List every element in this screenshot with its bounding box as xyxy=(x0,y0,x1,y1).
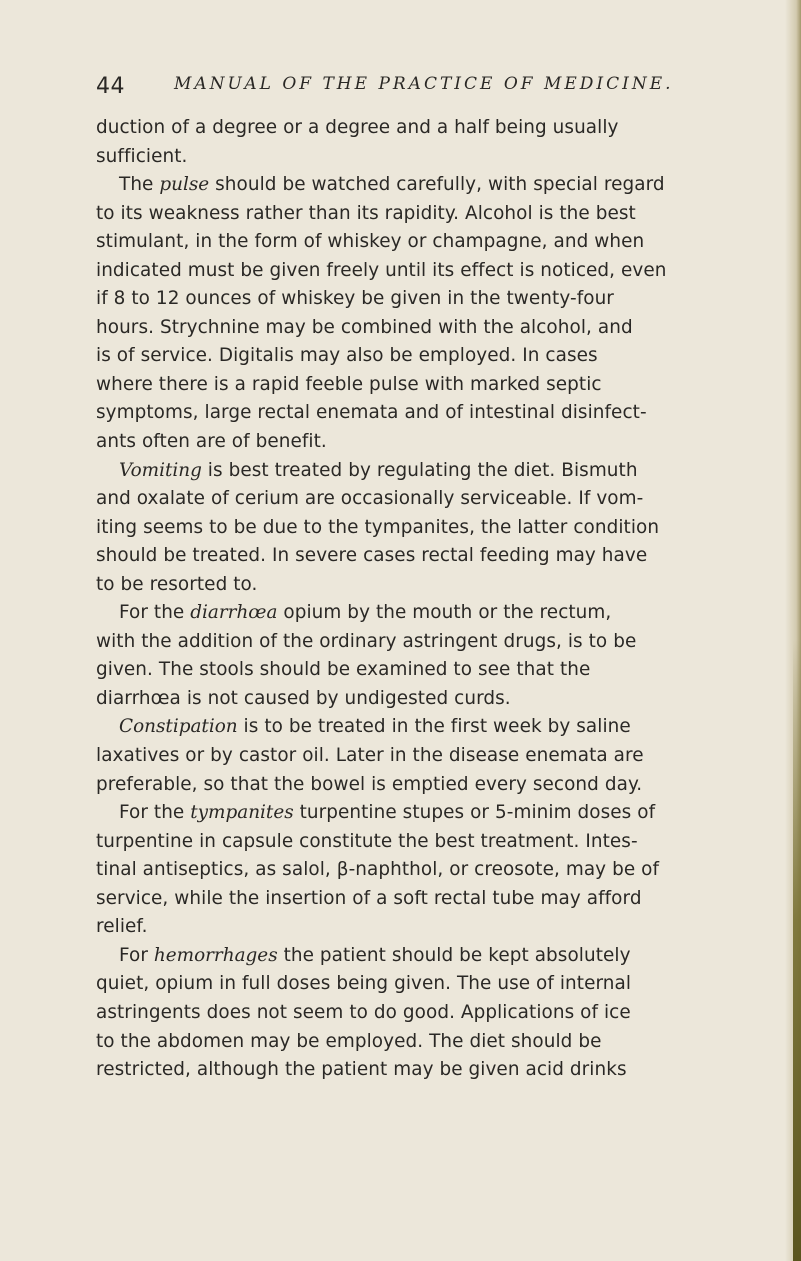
text-line xyxy=(96,457,746,486)
text-segment: duction of a degree or a degree and a half being usually xyxy=(96,117,619,138)
text-segment: The xyxy=(119,174,160,196)
emphasized-term: pulse xyxy=(159,174,210,196)
text-line xyxy=(96,656,746,685)
text-line xyxy=(96,171,746,200)
text-segment: laxatives or by castor oil. Later in the disease enemata are xyxy=(96,745,644,767)
text-line xyxy=(96,628,746,657)
text-line xyxy=(96,913,746,942)
text-segment: astringents does not seem to do good. Applications of ice xyxy=(96,1001,631,1023)
text-segment: and oxalate of cerium are occasionally serviceable. If vom- xyxy=(96,488,644,510)
text-segment: given. The stools should be examined to see that the xyxy=(96,659,591,681)
text-segment: sufficient. xyxy=(96,145,188,167)
page-header xyxy=(96,74,736,104)
text-segment: quiet, opium in full doses being given. The use of internal xyxy=(96,973,632,995)
text-segment: to the abdomen may be employed. The diet should be xyxy=(96,1030,602,1052)
text-segment: where there is a rapid feeble pulse with marked septic xyxy=(96,373,602,395)
text-line xyxy=(96,942,746,971)
text-segment: For the xyxy=(119,802,191,824)
text-line xyxy=(96,856,746,885)
text-line xyxy=(96,285,746,314)
text-segment: the patient should be kept absolutely xyxy=(277,944,631,966)
text-line xyxy=(96,514,746,543)
text-segment: For xyxy=(119,944,154,966)
text-line xyxy=(96,314,746,343)
text-line xyxy=(96,771,746,800)
text-line xyxy=(96,257,746,286)
text-segment: opium by the mouth or the rectum, xyxy=(277,602,612,624)
text-segment: preferable, so that the bowel is emptied every second day. xyxy=(96,773,643,795)
text-segment: indicated must be given freely until its effect is noticed, even xyxy=(96,259,667,281)
text-segment: tinal antiseptics, as salol, β-naphthol, or creosote, may be of xyxy=(96,859,660,881)
text-segment: should be treated. In severe cases rectal feeding may have xyxy=(96,545,648,567)
text-segment: is of service. Digitalis may also be employed. In cases xyxy=(96,345,598,367)
text-line xyxy=(96,114,746,143)
text-segment: For the xyxy=(119,602,191,624)
text-segment: turpentine stupes or 5-minim doses of xyxy=(293,802,656,824)
text-segment: service, while the insertion of a soft rectal tube may afford xyxy=(96,887,642,909)
text-line xyxy=(96,342,746,371)
text-segment: stimulant, in the form of whiskey or champagne, and when xyxy=(96,231,645,253)
page-number: 44 xyxy=(96,74,125,99)
text-line xyxy=(96,228,746,257)
text-segment: relief. xyxy=(96,916,148,938)
text-segment: restricted, although the patient may be given acid drinks xyxy=(96,1059,627,1081)
text-line xyxy=(96,828,746,857)
emphasized-term: diarrhœa xyxy=(190,602,278,624)
emphasized-term: tympanites xyxy=(190,802,294,824)
text-segment: is best treated by regulating the diet. Bismuth xyxy=(201,459,638,481)
text-line xyxy=(96,371,746,400)
text-line xyxy=(96,399,746,428)
text-line xyxy=(96,542,746,571)
text-segment: should be watched carefully, with special regard xyxy=(209,174,665,196)
text-line xyxy=(96,685,746,714)
text-segment: iting seems to be due to the tympanites, the latter condition xyxy=(96,516,660,538)
emphasized-term: Vomiting xyxy=(119,459,202,481)
text-line xyxy=(96,713,746,742)
text-line xyxy=(96,428,746,457)
text-line xyxy=(96,1028,746,1057)
text-segment: to its weakness rather than its rapidity. Alcohol is the best xyxy=(96,202,636,224)
body-text xyxy=(96,114,746,1085)
text-line xyxy=(96,571,746,600)
text-line xyxy=(96,143,746,172)
text-segment: diarrhœa is not caused by undigested curds. xyxy=(96,687,511,709)
running-title: MANUAL OF THE PRACTICE OF MEDICINE. xyxy=(174,74,674,94)
text-segment: is to be treated in the first week by saline xyxy=(237,716,631,738)
emphasized-term: hemorrhages xyxy=(153,944,278,966)
text-segment: hours. Strychnine may be combined with the alcohol, and xyxy=(96,316,633,338)
text-line xyxy=(96,599,746,628)
text-segment: ants often are of benefit. xyxy=(96,431,327,453)
text-segment: symptoms, large rectal enemata and of intestinal disinfect- xyxy=(96,402,647,424)
text-segment: turpentine in capsule constitute the best treatment. Intes- xyxy=(96,830,638,852)
text-line xyxy=(96,799,746,828)
text-line xyxy=(96,885,746,914)
text-segment: to be resorted to. xyxy=(96,573,258,595)
text-line xyxy=(96,1056,746,1085)
text-line xyxy=(96,999,746,1028)
text-line xyxy=(96,200,746,229)
text-line xyxy=(96,742,746,771)
page-edge-stain xyxy=(793,640,801,1261)
text-line xyxy=(96,970,746,999)
text-segment: with the addition of the ordinary astringent drugs, is to be xyxy=(96,630,637,652)
text-line xyxy=(96,485,746,514)
text-segment: if 8 to 12 ounces of whiskey be given in the twenty-four xyxy=(96,288,614,310)
emphasized-term: Constipation xyxy=(119,716,238,738)
